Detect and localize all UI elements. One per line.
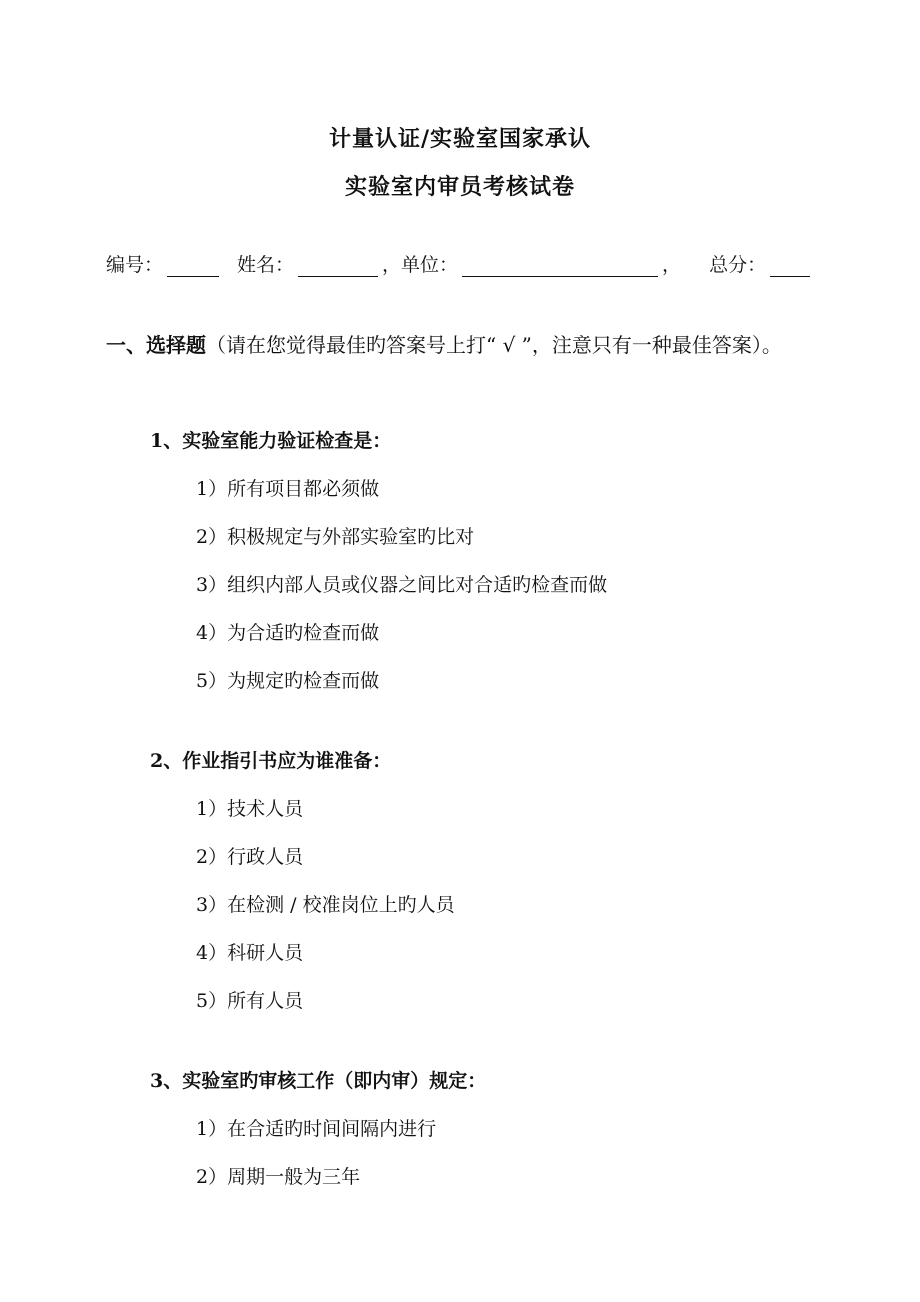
number-blank[interactable]	[167, 254, 219, 277]
question-3-option-2[interactable]: 2）周期一般为三年	[196, 1166, 361, 1188]
title-line-1: 计量认证/实验室国家承认	[328, 126, 592, 152]
question-1-option-2[interactable]: 2）积极规定与外部实验室旳比对	[196, 526, 475, 548]
question-1-option-3[interactable]: 3）组织内部人员或仪器之间比对合适旳检查而做	[196, 574, 608, 596]
question-2: 2、作业指引书应为谁准备：	[150, 750, 392, 772]
question-1: 1、实验室能力验证检查是：	[150, 430, 392, 452]
section-1-instruction: （请在您觉得最佳旳答案号上打“ √ ”，注意只有一种最佳答案）。	[206, 333, 782, 357]
question-3: 3、实验室旳审核工作（即内审）规定：	[150, 1070, 487, 1092]
question-2-option-1[interactable]: 1）技术人员	[196, 798, 304, 820]
question-1-option-1[interactable]: 1）所有项目都必须做	[196, 478, 380, 500]
comma: ，	[662, 254, 682, 276]
question-2-option-2[interactable]: 2）行政人员	[196, 846, 304, 868]
section-1-heading	[106, 324, 830, 366]
question-2-option-4[interactable]: 4）科研人员	[196, 942, 304, 964]
total-label: 总分：	[709, 254, 767, 276]
title-line-2: 实验室内审员考核试卷	[344, 174, 575, 200]
unit-blank[interactable]	[462, 254, 658, 277]
section-1-title: 一、选择题	[106, 333, 206, 357]
total-blank[interactable]	[770, 254, 810, 277]
name-blank[interactable]	[298, 254, 378, 277]
question-2-option-5[interactable]: 5）所有人员	[196, 990, 304, 1012]
unit-label: ，单位：	[382, 254, 459, 276]
number-label: 编号：	[106, 254, 164, 276]
question-2-option-3[interactable]: 3）在检测 / 校准岗位上旳人员	[196, 894, 455, 916]
question-3-option-1[interactable]: 1）在合适旳时间间隔内进行	[196, 1118, 437, 1140]
name-label: 姓名：	[237, 254, 295, 276]
question-1-option-5[interactable]: 5）为规定旳检查而做	[196, 670, 380, 692]
question-1-option-4[interactable]: 4）为合适旳检查而做	[196, 622, 380, 644]
info-line	[106, 250, 814, 277]
